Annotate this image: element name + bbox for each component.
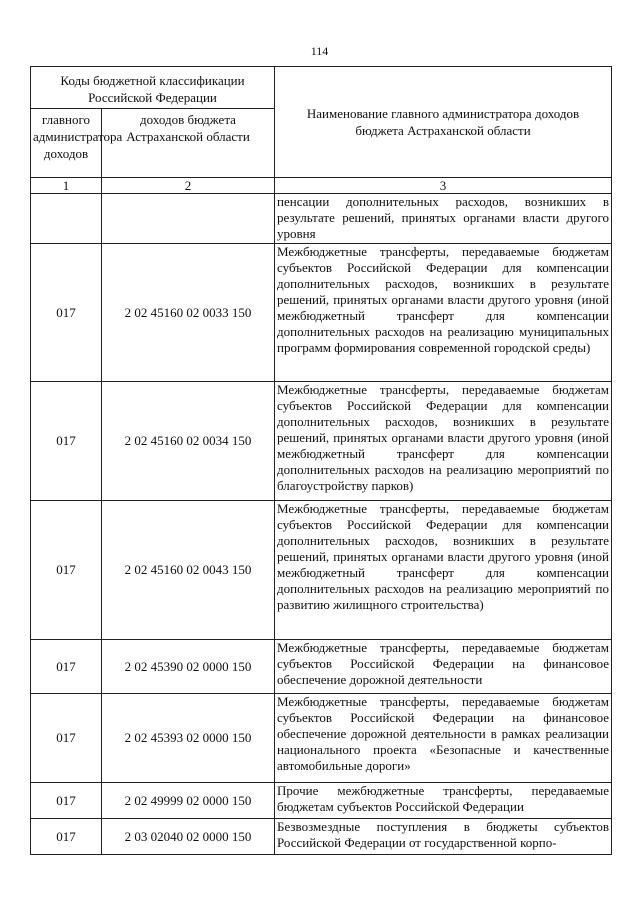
name-cell: Межбюджетные трансферты, передаваемые бюджетам субъектов Российской Федерации на финансовое обеспечение дорожной деятельности xyxy=(275,640,612,694)
name-cell: Безвозмездные поступления в бюджеты субъектов Российской Федерации от государственной корпо- xyxy=(275,819,612,855)
table-row xyxy=(31,382,612,501)
revenue-code-cell: 2 02 45390 02 0000 150 xyxy=(102,640,275,694)
admin-code-cell: 017 xyxy=(31,819,102,855)
revenue-code-cell: 2 02 45160 02 0033 150 xyxy=(102,244,275,382)
table-row xyxy=(31,194,612,244)
column-number-row xyxy=(31,178,612,194)
table-row xyxy=(31,501,612,640)
name-cell: Межбюджетные трансферты, передаваемые бюджетам субъектов Российской Федерации для компенсации дополнительных расходов, возникших в результате решений, принятых органами власти другого уровня (иной межбюджетный трансферт для компенсации дополнительных расходов на реализацию мероприятий по развитию жилищного строительства) xyxy=(275,501,612,640)
table-row xyxy=(31,694,612,783)
name-cell: Межбюджетные трансферты, передаваемые бюджетам субъектов Российской Федерации для компенсации дополнительных расходов, возникших в результате решений, принятых органами власти другого уровня (иной межбюджетный трансферт для компенсации дополнительных расходов на реализацию муниципальных программ формирования современной городской среды) xyxy=(275,244,612,382)
column-number-3: 3 xyxy=(275,178,612,194)
table-row xyxy=(31,819,612,855)
revenue-code-cell xyxy=(102,194,275,244)
table-row xyxy=(31,244,612,382)
admin-code-cell: 017 xyxy=(31,640,102,694)
name-cell: Межбюджетные трансферты, передаваемые бюджетам субъектов Российской Федерации на финансовое обеспечение дорожной деятельности в рамках реализации национального проекта «Безопасные и качественные автомобильные дороги» xyxy=(275,694,612,783)
table-row xyxy=(31,640,612,694)
column-number-1: 1 xyxy=(31,178,102,194)
revenue-code-cell: 2 02 45393 02 0000 150 xyxy=(102,694,275,783)
header-col3-name: Наименование главного администратора доходов бюджета Астраханской области xyxy=(275,67,612,178)
revenue-code-cell: 2 02 45160 02 0043 150 xyxy=(102,501,275,640)
admin-code-cell: 017 xyxy=(31,501,102,640)
header-row-1 xyxy=(31,67,612,109)
header-group-codes: Коды бюджетной классификации Российской Федерации xyxy=(31,67,275,109)
admin-code-cell: 017 xyxy=(31,694,102,783)
revenue-code-cell: 2 02 45160 02 0034 150 xyxy=(102,382,275,501)
revenue-code-cell: 2 02 49999 02 0000 150 xyxy=(102,783,275,819)
name-cell: пенсации дополнительных расходов, возникших в результате решений, принятых органами власти другого уровня xyxy=(275,194,612,244)
revenue-code-cell: 2 03 02040 02 0000 150 xyxy=(102,819,275,855)
header-col2-revenue: доходов бюджета Астраханской области xyxy=(102,109,275,178)
admin-code-cell: 017 xyxy=(31,783,102,819)
name-cell: Прочие межбюджетные трансферты, передаваемые бюджетам субъектов Российской Федерации xyxy=(275,783,612,819)
page-number: 114 xyxy=(310,44,329,58)
column-number-2: 2 xyxy=(102,178,275,194)
admin-code-cell: 017 xyxy=(31,244,102,382)
admin-code-cell: 017 xyxy=(31,382,102,501)
name-cell: Межбюджетные трансферты, передаваемые бюджетам субъектов Российской Федерации для компенсации дополнительных расходов, возникших в результате решений, принятых органами власти другого уровня (иной межбюджетный трансферт для компенсации дополнительных расходов на реализацию мероприятий по благоустройству парков) xyxy=(275,382,612,501)
table-row xyxy=(31,783,612,819)
admin-code-cell xyxy=(31,194,102,244)
budget-classification-table xyxy=(30,66,612,855)
header-col1-admin: главного администратора доходов xyxy=(31,109,102,178)
